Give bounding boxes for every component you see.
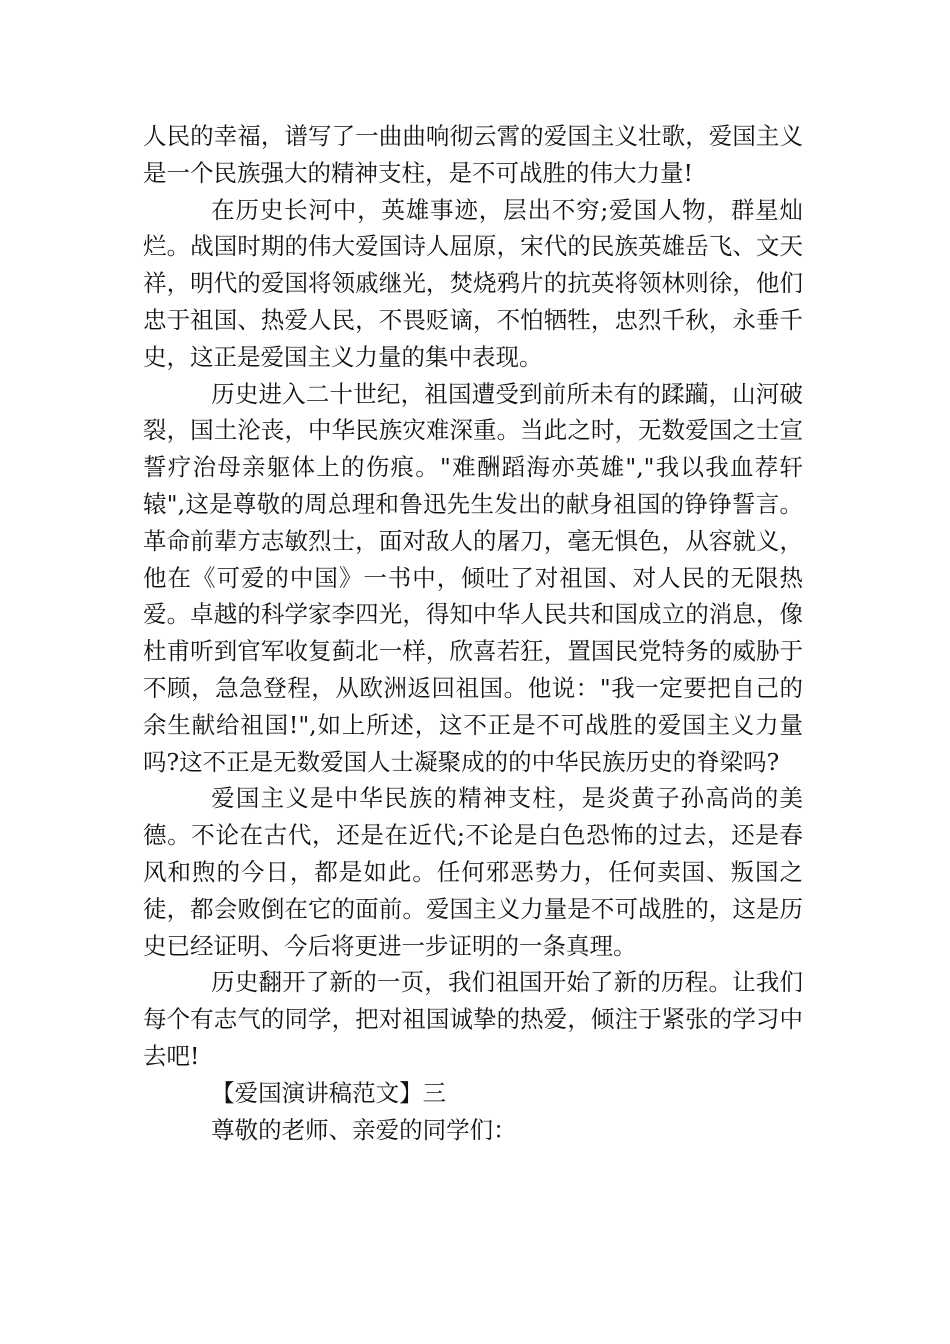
paragraph-new-page: 历史翻开了新的一页，我们祖国开始了新的历程。让我们每个有志气的同学，把对祖国诚挚的热爱，倾注于紧张的学习中去吧!	[143, 968, 803, 1070]
paragraph-continuation: 人民的幸福，谱写了一曲曲响彻云霄的爱国主义壮歌，爱国主义是一个民族强大的精神支柱，是不可战胜的伟大力量!	[143, 122, 803, 187]
document-page	[143, 118, 803, 1148]
section-heading: 【爱国演讲稿范文】三	[211, 1078, 447, 1107]
paragraph-historical-heroes: 在历史长河中，英雄事迹，层出不穷;爱国人物，群星灿烂。战国时期的伟大爱国诗人屈原，宋代的民族英雄岳飞、文天祥，明代的爱国将领戚继光，焚烧鸦片的抗英将领林则徐，他们忠于祖国、热爱人民，不畏贬谪，不怕牺牲，忠烈千秋，永垂千史，这正是爱国主义力量的集中表现。	[143, 195, 803, 371]
paragraph-twentieth-century: 历史进入二十世纪，祖国遭受到前所未有的蹂躏，山河破裂，国土沦丧，中华民族灾难深重。当此之时，无数爱国之士宣誓疗治母亲躯体上的伤痕。"难酬蹈海亦英雄","我以我血荐轩辕",这是尊敬的周总理和鲁迅先生发出的献身祖国的铮铮誓言。革命前辈方志敏烈士，面对敌人的屠刀，毫无惧色，从容就义，他在《可爱的中国》一书中，倾吐了对祖国、对人民的无限热爱。卓越的科学家李四光，得知中华人民共和国成立的消息，像杜甫听到官军收复蓟北一样，欣喜若狂，置国民党特务的威胁于不顾，急急登程，从欧洲返回祖国。他说："我一定要把自己的余生献给祖国!",如上所述，这不正是不可战胜的爱国主义力量吗?这不正是无数爱国人士凝聚成的的中华民族历史的脊梁吗?	[143, 379, 803, 776]
paragraph-patriotism-pillar: 爱国主义是中华民族的精神支柱，是炎黄子孙高尚的美德。不论在古代，还是在近代;不论是白色恐怖的过去，还是春风和煦的今日，都是如此。任何邪恶势力，任何卖国、叛国之徒，都会败倒在它的面前。爱国主义力量是不可战胜的，这是历史已经证明、今后将更进一步证明的一条真理。	[143, 784, 803, 960]
greeting-line: 尊敬的老师、亲爱的同学们：	[211, 1115, 517, 1144]
